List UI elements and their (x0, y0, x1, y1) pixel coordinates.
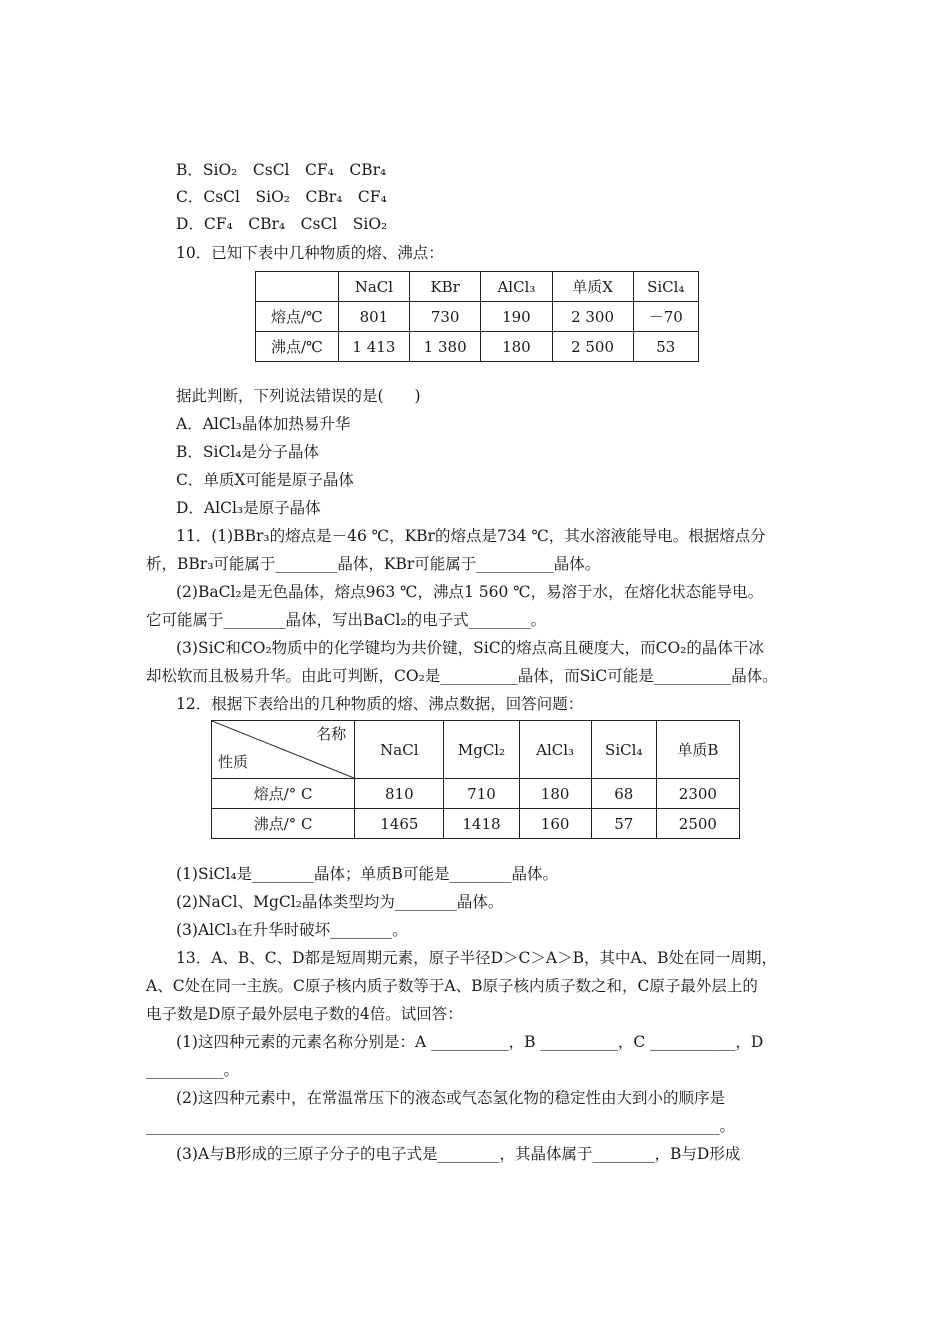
q10-stem: 10．已知下表中几种物质的熔、沸点： (176, 244, 444, 262)
q11-line: (2)BaCl₂是无色晶体，熔点963 ℃，沸点1 560 ℃，易溶于水，在熔化状态能导电。 (176, 583, 764, 601)
table-header-row (256, 272, 699, 302)
table-cell: 熔点/℃ (256, 302, 339, 332)
q10-option-c: C．单质X可能是原子晶体 (176, 471, 354, 489)
q10-option-a: A．AlCl₃晶体加热易升华 (176, 415, 351, 433)
q9-option-b: B．SiO₂ CsCl CF₄ CBr₄ (176, 161, 387, 179)
table-cell: 57 (591, 809, 656, 839)
corner-label-property: 性质 (218, 753, 249, 771)
table-header-row (212, 721, 740, 779)
table-cell: AlCl₃ (519, 721, 591, 779)
table-cell: NaCl (355, 721, 444, 779)
table-cell: MgCl₂ (444, 721, 519, 779)
q12-line: (2)NaCl、MgCl₂晶体类型均为________晶体。 (176, 893, 504, 911)
table-cell: 单质X (552, 272, 633, 302)
table-diagonal-header (212, 721, 355, 779)
table-row (256, 302, 699, 332)
table-cell: 1 380 (410, 332, 481, 362)
table-cell: 180 (519, 779, 591, 809)
q10-option-b: B．SiCl₄是分子晶体 (176, 443, 319, 461)
table-cell: SiCl₄ (591, 721, 656, 779)
table-cell: 2500 (656, 809, 739, 839)
table-cell: AlCl₃ (481, 272, 552, 302)
table-cell: 1 413 (338, 332, 409, 362)
q11-line: (3)SiC和CO₂物质中的化学键均为共价键，SiC的熔点高且硬度大，而CO₂的晶体干冰 (176, 639, 764, 657)
table-cell: 710 (444, 779, 519, 809)
q11-line: 却松软而且极易升华。由此可判断，CO₂是__________晶体，而SiC可能是__________晶体。 (146, 667, 778, 685)
table-cell: 沸点/℃ (256, 332, 339, 362)
table-cell: 160 (519, 809, 591, 839)
table-row (256, 332, 699, 362)
q12-line: (3)AlCl₃在升华时破坏________。 (176, 921, 408, 939)
q13-line: __________________________________________________________________________。 (146, 1117, 736, 1135)
q11-line: 析，BBr₃可能属于________晶体，KBr可能属于__________晶体。 (146, 555, 601, 573)
corner-label-name: 名称 (316, 725, 347, 743)
table-cell: 53 (633, 332, 698, 362)
table-cell: 沸点/° C (212, 809, 355, 839)
table-cell: 801 (338, 302, 409, 332)
table-cell: 2 500 (552, 332, 633, 362)
q13-line: 13．A、B、C、D都是短周期元素，原子半径D＞C＞A＞B，其中A、B处在同一周期， (176, 949, 778, 967)
table-cell: 1465 (355, 809, 444, 839)
table-cell: 熔点/° C (212, 779, 355, 809)
q13-line: (1)这四种元素的元素名称分别是：A __________，B __________，C ___________，D (176, 1033, 764, 1051)
q10-question: 据此判断，下列说法错误的是( ) (176, 387, 421, 405)
q13-line: 电子数是D原子最外层电子数的4倍。试回答： (146, 1005, 463, 1023)
q13-line: (2)这四种元素中，在常温常压下的液态或气态氢化物的稳定性由大到小的顺序是 (176, 1089, 725, 1107)
q11-line: 它可能属于________晶体，写出BaCl₂的电子式________。 (146, 611, 547, 629)
table-cell: －70 (633, 302, 698, 332)
q9-option-c: C．CsCl SiO₂ CBr₄ CF₄ (176, 188, 387, 206)
table-row (212, 809, 740, 839)
table-cell: 1418 (444, 809, 519, 839)
table-cell: 单质B (656, 721, 739, 779)
q10-option-d: D．AlCl₃是原子晶体 (176, 499, 321, 517)
q12-line: (1)SiCl₄是________晶体；单质B可能是________晶体。 (176, 865, 558, 883)
q11-line: 11．(1)BBr₃的熔点是－46 ℃，KBr的熔点是734 ℃，其水溶液能导电。根据熔点分 (176, 527, 766, 545)
table-cell: KBr (410, 272, 481, 302)
table-cell: 190 (481, 302, 552, 332)
table-cell: 810 (355, 779, 444, 809)
q9-option-d: D．CF₄ CBr₄ CsCl SiO₂ (176, 215, 388, 233)
q13-line: A、C处在同一主族。C原子核内质子数等于A、B原子核内质子数之和，C原子最外层上的 (146, 977, 758, 995)
table-cell: 68 (591, 779, 656, 809)
q10-table (255, 271, 699, 362)
table-cell: 180 (481, 332, 552, 362)
table-cell (256, 272, 339, 302)
q13-line: (3)A与B形成的三原子分子的电子式是________，其晶体属于________，B与D形成 (176, 1145, 741, 1163)
table-row (212, 779, 740, 809)
q13-line: __________。 (146, 1061, 240, 1079)
table-cell: 2300 (656, 779, 739, 809)
q12-table (211, 720, 740, 839)
table-cell: SiCl₄ (633, 272, 698, 302)
table-cell: 730 (410, 302, 481, 332)
table-cell: 2 300 (552, 302, 633, 332)
table-cell: NaCl (338, 272, 409, 302)
q12-stem: 12．根据下表给出的几种物质的熔、沸点数据，回答问题： (176, 695, 584, 713)
